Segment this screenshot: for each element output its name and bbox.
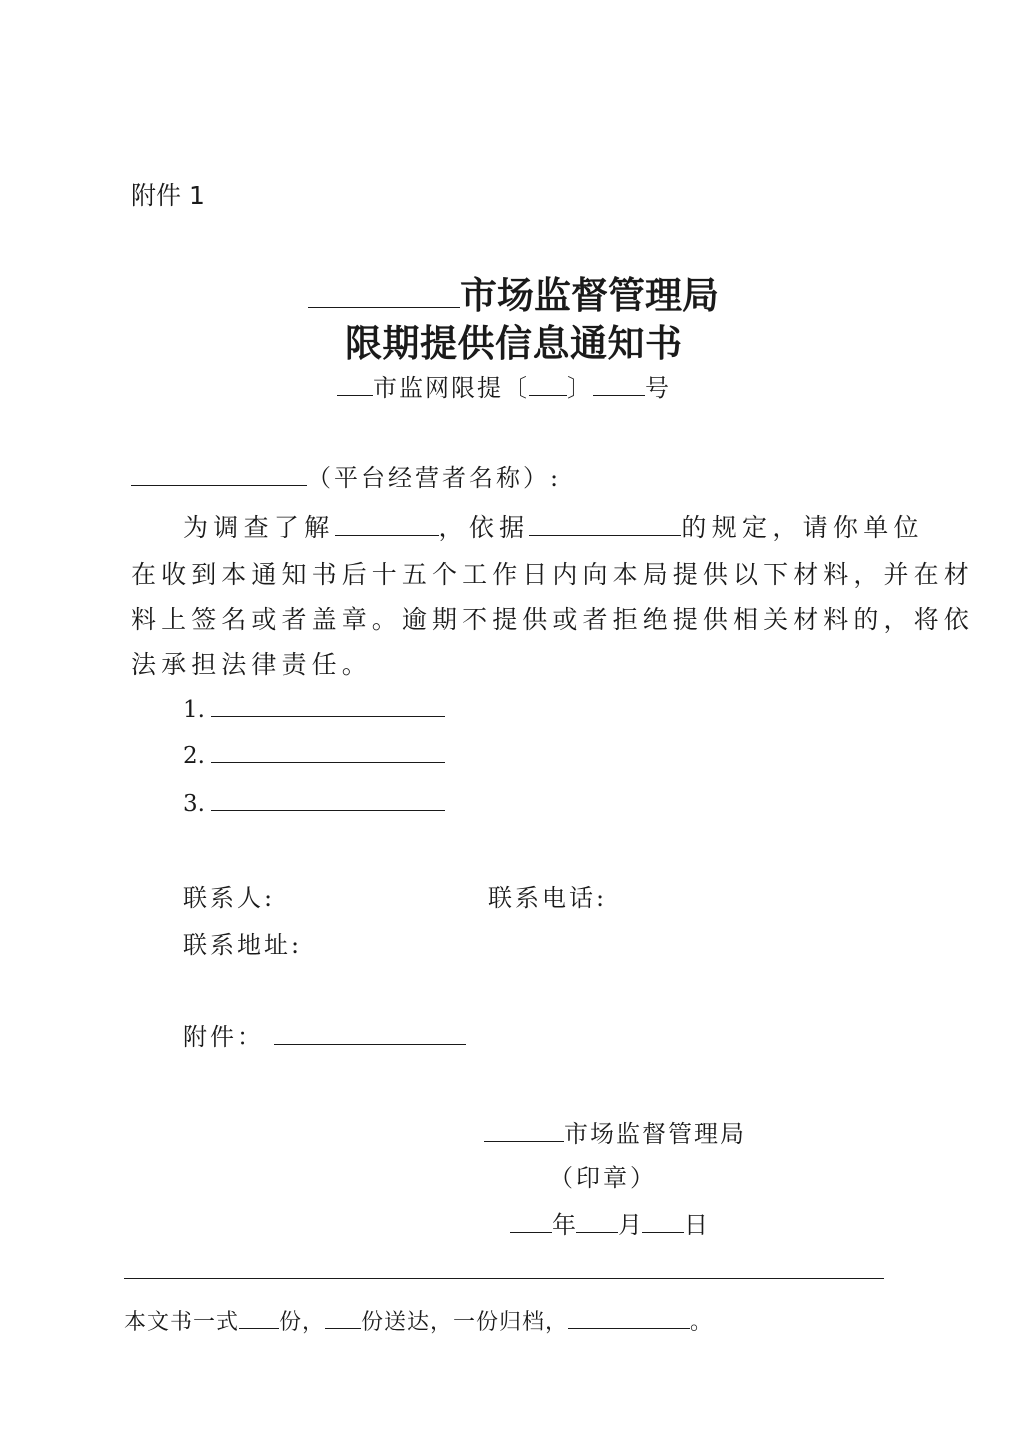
issuer-line <box>484 1114 746 1149</box>
footer-text: 本文书一式 <box>124 1310 240 1335</box>
footer-note <box>124 1305 713 1336</box>
material-item-2 <box>183 740 445 769</box>
footer-text: 。 <box>690 1310 714 1335</box>
contact-phone-label: 联系电话: <box>488 884 608 912</box>
title-agency-suffix: 市场监督管理局 <box>460 273 719 317</box>
paragraph-text: ，依据 <box>438 513 530 542</box>
material-item-blank[interactable] <box>211 740 445 763</box>
doc-number-prefix-blank[interactable] <box>337 371 373 396</box>
seal-label: （印章） <box>549 1164 657 1192</box>
doc-number-suffix: 号 <box>645 374 671 402</box>
paragraph-line-4: 法承担法律责任。 <box>131 650 372 679</box>
year-label: 年 <box>552 1211 576 1239</box>
year-blank[interactable] <box>510 1208 552 1233</box>
footer-text: 份， <box>279 1310 326 1335</box>
attachment-field <box>183 1017 466 1052</box>
addressee-line <box>131 458 561 493</box>
title-line-1 <box>308 265 719 319</box>
document-number <box>337 368 671 403</box>
paragraph-line-3: 料上签名或者盖章。逾期不提供或者拒绝提供相关材料的，将依 <box>131 605 974 634</box>
addressee-label: （平台经营者名称）: <box>307 464 562 492</box>
footer-divider <box>124 1278 884 1279</box>
paragraph-line-1 <box>183 508 924 544</box>
item-number: 3. <box>183 791 205 817</box>
platform-operator-name-blank[interactable] <box>131 461 307 486</box>
material-item-1 <box>183 694 445 723</box>
issuer-suffix: 市场监督管理局 <box>564 1120 746 1148</box>
doc-number-serial-blank[interactable] <box>593 371 645 396</box>
investigation-subject-blank[interactable] <box>335 511 439 536</box>
attachment-label: 附件： <box>183 1023 264 1051</box>
material-item-3 <box>183 788 445 817</box>
attachment-header: 附件 1 <box>131 181 205 210</box>
doc-number-year-blank[interactable] <box>529 371 567 396</box>
month-blank[interactable] <box>576 1208 618 1233</box>
doc-number-label: 市监网限提 <box>373 374 503 402</box>
contact-address-label: 联系地址: <box>183 931 303 959</box>
paragraph-text: 为调查了解 <box>183 513 335 542</box>
paragraph-line-2: 在收到本通知书后十五个工作日内向本局提供以下材料，并在材 <box>131 560 974 589</box>
page-title: 限期提供信息通知书 <box>345 321 683 365</box>
month-label: 月 <box>618 1211 642 1239</box>
day-label: 日 <box>684 1211 708 1239</box>
attachment-blank[interactable] <box>274 1020 466 1045</box>
item-number: 2. <box>183 743 205 769</box>
bracket-close: 〕 <box>567 374 593 402</box>
material-item-blank[interactable] <box>211 694 445 717</box>
item-number: 1. <box>183 697 205 723</box>
paragraph-text: 的规定，请你单位 <box>681 513 924 542</box>
issuer-name-blank[interactable] <box>484 1117 564 1142</box>
date-line <box>510 1205 708 1240</box>
bracket-open: 〔 <box>503 374 529 402</box>
footer-remark-blank[interactable] <box>568 1306 690 1329</box>
day-blank[interactable] <box>642 1208 684 1233</box>
footer-text: 份送达，一份归档， <box>361 1310 569 1335</box>
material-item-blank[interactable] <box>211 788 445 811</box>
agency-name-blank[interactable] <box>308 273 460 308</box>
contact-person-label: 联系人: <box>183 884 276 912</box>
legal-basis-blank[interactable] <box>529 511 681 536</box>
copies-served-blank[interactable] <box>325 1306 361 1329</box>
copies-total-blank[interactable] <box>239 1306 279 1329</box>
